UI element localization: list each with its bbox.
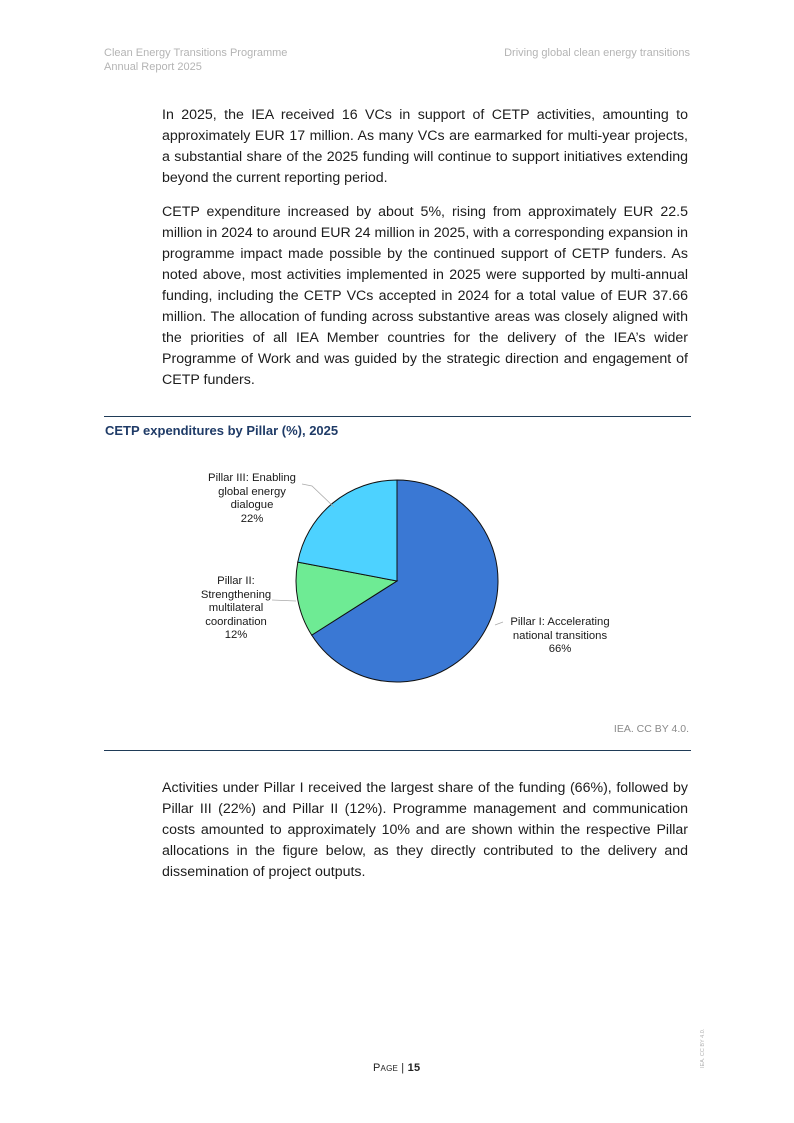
body-paragraph-1: In 2025, the IEA received 16 VCs in support of CETP activities, amounting to approximately EUR 17 million. As many VCs are earmarked for multi-year projects, a substantial share of the 2025 funding will continue to support initiatives extending beyond the current reporting period. (162, 107, 688, 186)
header-report-title: Annual Report 2025 (104, 61, 202, 73)
figure-title: CETP expenditures by Pillar (%), 2025 (105, 423, 339, 438)
header-programme-title: Clean Energy Transitions Programme (104, 47, 288, 59)
figure-bottom-divider (104, 750, 691, 751)
label-line: dialogue (230, 499, 274, 511)
running-header-left (104, 46, 287, 74)
label-value: 22% (240, 512, 264, 525)
body-paragraph-2: CETP expenditure increased by about 5%, rising from approximately EUR 22.5 million in 2024 to around EUR 24 million in 2025, with a corresponding expansion in programme impact made possible by the continued support of CETP funders. As noted above, most activities implemented in 2025 were supported by multi-annual funding, including the CETP VCs accepted in 2024 for a total value of EUR 37.66 million. The allocation of funding across substantive areas was closely aligned with the priorities of all IEA Member countries for the delivery of the IEA’s wider Programme of Work and was guided by the strategic direction and engagement of CETP funders. (162, 204, 688, 388)
label-line: global energy (218, 485, 286, 498)
label-line: coordination (205, 615, 267, 628)
pie-slice (296, 562, 397, 635)
label-line: Pillar I: Accelerating (510, 616, 610, 628)
label-line: national transitions (512, 629, 608, 642)
pie-slice (312, 480, 498, 682)
label-line: Pillar III: Enabling (208, 472, 296, 484)
running-header-right: Driving global clean energy transitions (504, 47, 690, 59)
side-credit: IEA. CC BY 4.0. (700, 1028, 706, 1068)
label-line: Pillar II: (217, 575, 255, 587)
page-separator: | (398, 1062, 408, 1074)
figure-credit: IEA. CC BY 4.0. (613, 723, 689, 735)
page-number-value: 15 (407, 1062, 421, 1074)
pie-slice (298, 480, 397, 581)
label-value: 12% (224, 629, 248, 641)
page-prefix: Page (373, 1062, 399, 1074)
pie-label-pillar-2 (186, 575, 286, 643)
label-value: 66% (548, 643, 572, 655)
page-number (373, 1062, 420, 1074)
label-line: multilateral (208, 602, 264, 614)
pie-label-pillar-1 (500, 616, 620, 657)
body-paragraph-3: Activities under Pillar I received the largest share of the funding (66%), followed by Pillar III (22%) and Pillar II (12%). Programme management and communication costs amounted to approximately 10% and are shown within the respective Pillar allocations in the figure below, as they directly contributed to the delivery and dissemination of project outputs. (162, 780, 688, 880)
figure-top-divider (104, 416, 691, 417)
pie-label-pillar-3 (196, 472, 308, 526)
label-line: Strengthening (200, 588, 272, 601)
